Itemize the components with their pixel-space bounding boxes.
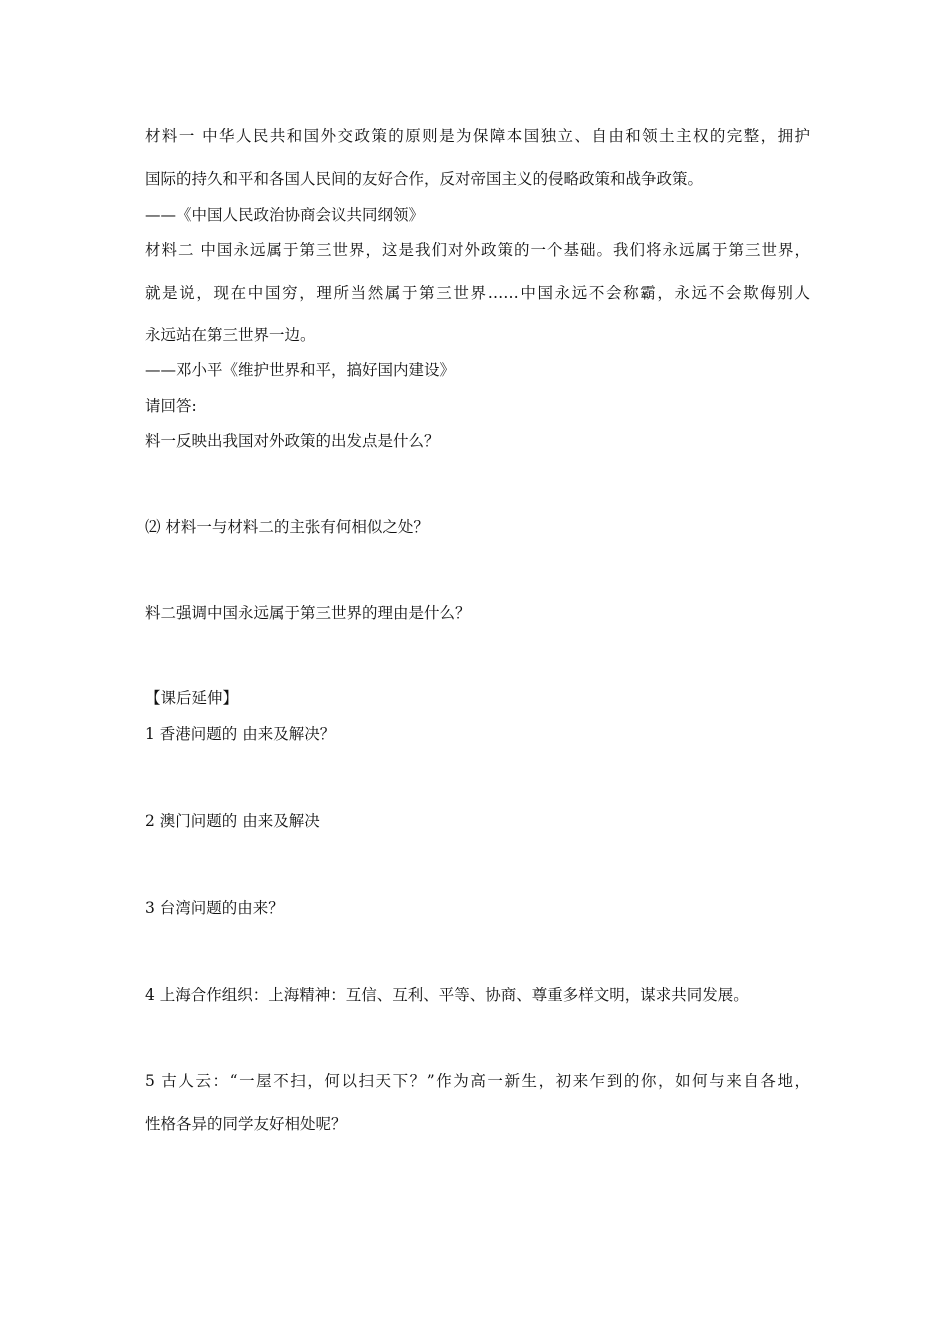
material-two-line-3: 永远站在第三世界一边。	[145, 326, 316, 344]
extension-item-3: 3 台湾问题的由来？	[145, 899, 284, 917]
extension-item-2: 2 澳门问题的 由来及解决	[145, 812, 320, 830]
question-1: 料一反映出我国对外政策的出发点是什么？	[145, 432, 440, 450]
extension-heading: 【课后延伸】	[145, 689, 239, 707]
answer-prompt: 请回答:	[145, 397, 197, 415]
question-3: 料二强调中国永远属于第三世界的理由是什么？	[145, 604, 471, 622]
material-one-source: ——《中国人民政治协商会议共同纲领》	[145, 206, 425, 224]
material-one-line-1: 材料一 中华人民共和国外交政策的原则是为保障本国独立、自由和领土主权的完整，拥护	[145, 127, 810, 145]
extension-item-1: 1 香港问题的 由来及解决？	[145, 725, 336, 743]
material-two-source: ——邓小平《维护世界和平，搞好国内建设》	[145, 361, 456, 379]
extension-item-5-line-2: 性格各异的同学友好相处呢？	[145, 1115, 347, 1133]
material-one-line-2: 国际的持久和平和各国人民间的友好合作，反对帝国主义的侵略政策和战争政策。	[145, 170, 704, 188]
extension-item-5-line-1: 5 古人云：“一屋不扫，何以扫天下？”作为高一新生，初来乍到的你，如何与来自各地，	[145, 1072, 810, 1090]
material-two-line-1: 材料二 中国永远属于第三世界，这是我们对外政策的一个基础。我们将永远属于第三世界，	[145, 241, 810, 259]
question-2: ⑵ 材料一与材料二的主张有何相似之处？	[145, 518, 429, 536]
material-two-line-2: 就是说，现在中国穷，理所当然属于第三世界……中国永远不会称霸，永远不会欺侮别人	[145, 284, 810, 302]
extension-item-4: 4 上海合作组织：上海精神：互信、互利、平等、协商、尊重多样文明，谋求共同发展。	[145, 986, 749, 1004]
